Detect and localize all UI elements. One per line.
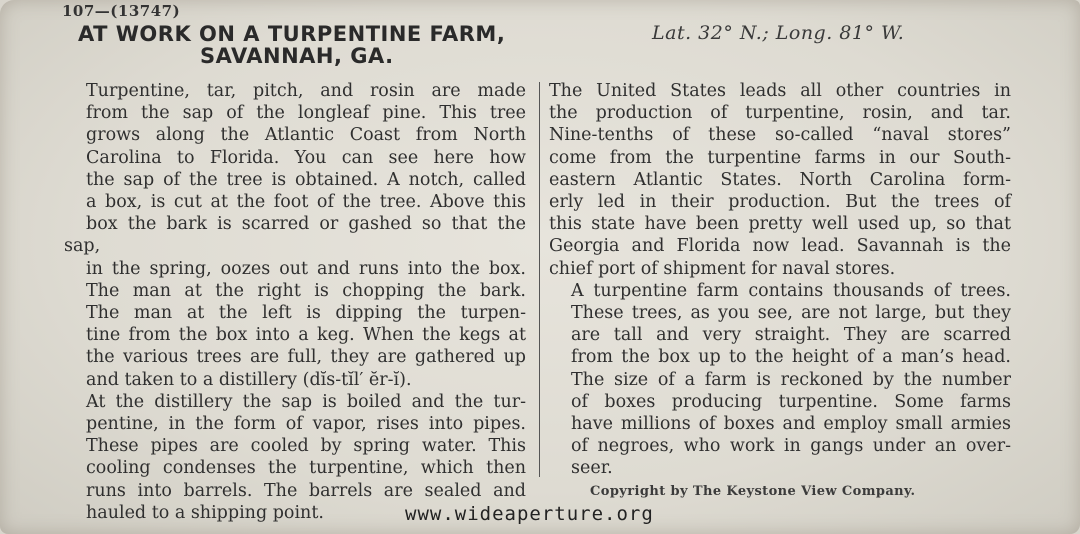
text-line: Georgia and Florida now lead. Savannah is the — [549, 236, 1011, 257]
text-line: box the bark is scarred or gashed so that the sap, — [64, 214, 526, 257]
column-divider — [539, 82, 540, 477]
text-line: hauled to a shipping point. — [86, 502, 324, 523]
left-paragraph-1 — [64, 80, 526, 391]
text-line: grows along the Atlantic Coast from North — [86, 125, 526, 146]
text-line: and taken to a distillery (dĭs-tĭl′ ĕr-ĭ). — [86, 369, 412, 390]
text-line: the production of turpentine, rosin, and tar. — [549, 103, 1011, 124]
copyright-notice: Copyright by The Keystone View Company. — [590, 484, 916, 499]
right-paragraph-1 — [549, 80, 1011, 280]
text-line: from the box up to the height of a man’s head. — [571, 347, 1011, 368]
text-line: A turpentine farm contains thousands of trees. — [571, 280, 1011, 301]
text-line: Turpentine, tar, pitch, and rosin are made — [86, 81, 526, 101]
text-line: These trees, as you see, are not large, but they — [571, 303, 1011, 324]
text-line: seer. — [571, 458, 613, 479]
text-line: The man at the right is chopping the bark. — [86, 280, 526, 301]
watermark-url: www.wideaperture.org — [405, 503, 654, 525]
text-line: of boxes producing turpentine. Some farms — [571, 391, 1011, 412]
text-line: this state have been pretty well used up, so that — [549, 214, 1011, 235]
text-line: the sap of the tree is obtained. A notch, called — [86, 169, 526, 190]
text-line: erly led in their production. But the trees of — [549, 192, 1011, 213]
left-column — [64, 80, 526, 524]
text-line: The size of a farm is reckoned by the number — [571, 369, 1011, 390]
text-line: from the sap of the longleaf pine. This tree — [86, 103, 526, 124]
text-line: of negroes, who work in gangs under an over- — [571, 436, 1011, 457]
text-line: have millions of boxes and employ small armies — [571, 414, 1011, 435]
title-line-2: SAVANNAH, GA. — [200, 44, 394, 68]
text-line: The man at the left is dipping the turpen- — [86, 303, 526, 324]
text-line: The United States leads all other countries in — [549, 81, 1011, 101]
title-line-1: AT WORK ON A TURPENTINE FARM, — [78, 22, 506, 46]
text-line: the various trees are full, they are gathered up — [86, 347, 526, 368]
text-line: come from the turpentine farms in our South- — [549, 147, 1011, 168]
text-line: eastern Atlantic States. North Carolina form- — [549, 169, 1011, 190]
text-line: cooling condenses the turpentine, which then — [86, 458, 526, 479]
text-line: are tall and very straight. They are scarred — [571, 325, 1011, 346]
right-column — [549, 80, 1011, 480]
coordinates: Lat. 32° N.; Long. 81° W. — [652, 22, 905, 44]
text-line: a box, is cut at the foot of the tree. Above this — [86, 192, 526, 213]
text-line: pentine, in the form of vapor, rises into pipes. — [86, 414, 526, 435]
text-line: These pipes are cooled by spring water. This — [86, 436, 526, 457]
text-line: Nine-tenths of these so-called “naval stores” — [549, 125, 1011, 146]
text-line: Carolina to Florida. You can see here how — [86, 147, 526, 168]
text-line: runs into barrels. The barrels are sealed and — [86, 480, 526, 501]
right-paragraph-2 — [549, 280, 1011, 480]
text-line: chief port of shipment for naval stores. — [549, 258, 896, 279]
text-line: At the distillery the sap is boiled and the tur- — [86, 391, 526, 412]
text-line: in the spring, oozes out and runs into the box. — [86, 258, 526, 279]
text-line: tine from the box into a keg. When the kegs at — [86, 325, 526, 346]
reference-number: 107—(13747) — [62, 2, 181, 20]
